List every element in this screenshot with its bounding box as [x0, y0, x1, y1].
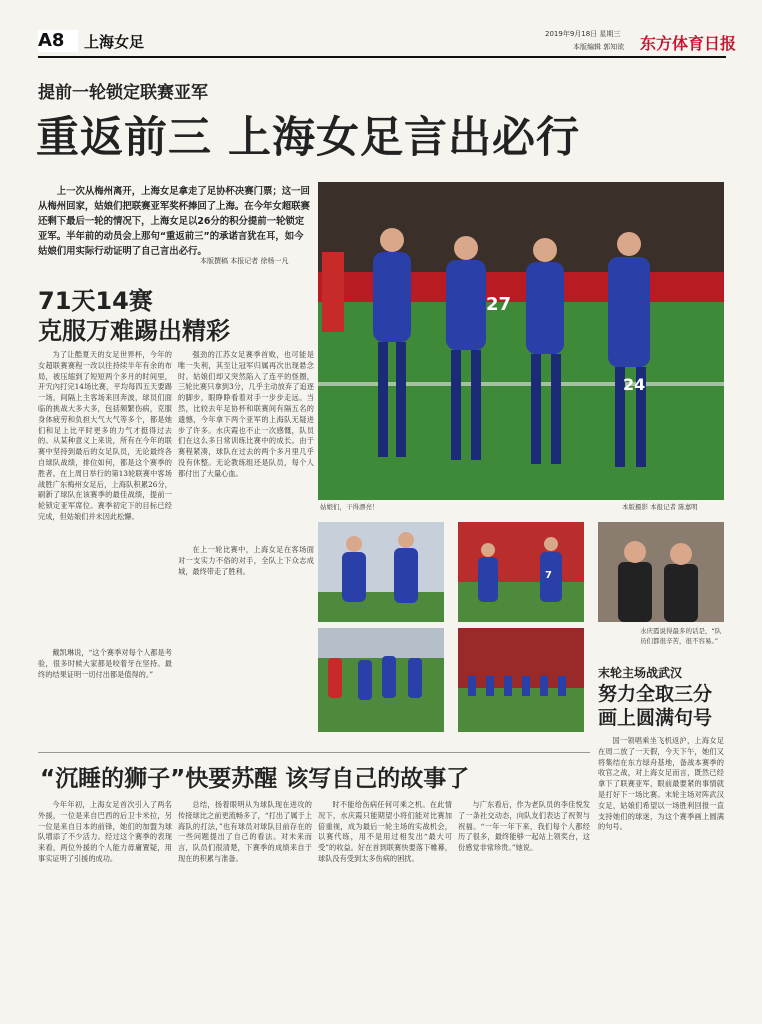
bottom-column-3: 时不能给伤病任何可乘之机。在此情况下，水庆霞只能期望小将们能对比赛加倍重视，成为最后一轮主场的实战机会，以赛代练，用不是用过相发出“最大可受”的收益。好在首到联赛快要落下帷幕，球队没有受到太多伤病的困扰。	[318, 800, 452, 863]
side-title: 努力全取三分 画上圆满句号	[598, 683, 713, 729]
bottom-column-1: 今年年初，上海女足首次引入了两名外援，一位是来自巴西的后卫卡米拉，另一位是来自日本的前锋，她们的加盟为球队增添了不少活力。经过这个赛季的表现来看，两位外援的个人能力毋庸置疑，用事实证明了引援的成功。	[38, 800, 172, 863]
lead-credit: 本版撰稿 本报记者 徐杨一凡	[200, 257, 289, 265]
newspaper-logo: 东方体育日报	[640, 34, 737, 53]
article-headline: 重返前三 上海女足言出必行	[36, 113, 580, 163]
issue-date: 2019年9月18日 星期三	[545, 30, 621, 38]
subhead-71-days: 71天14赛 克服万难踢出精彩	[38, 287, 230, 345]
side-kicker: 末轮主场战武汉	[598, 666, 683, 680]
article-column-1b: 戴凯琳说，“这个赛季对每个人都是考验，很多时候大家都是咬着牙在坚持。最终的结果证明一切付出都是值得的。”	[38, 648, 172, 679]
article-lead: 上一次从梅州离开，上海女足拿走了足协杯决赛门票；这一回从梅州回家，姑娘们把联赛亚军奖杯捧回了上海。在今年女超联赛还剩下最后一轮的情况下，上海女足以26分的积分提前一轮锁定亚军。半年前的动员会上那句“重返前三”的承诺言犹在耳，如今姑娘们用实际行动证明了自己言出必行。	[38, 186, 310, 257]
svg-text:7: 7	[545, 570, 552, 581]
coach-photo-caption: 水庆霞说得最多的话是，“队员们都很辛苦，很不容易。”	[640, 627, 722, 645]
section-title: 上海女足	[84, 33, 145, 51]
header-divider	[38, 56, 726, 58]
bottom-column-2: 总结，扬着眼明从为球队现在进攻的传接球比之前更流畅多了，“打出了属于上海队的打法，”也有球员对球队目前存在的一些问题提出了自己的看法。对未来而言，队员们很清楚，下赛季的成绩来自于现在的积累与准备。	[178, 800, 312, 863]
svg-text:27: 27	[486, 294, 512, 315]
bottom-column-4: 与广东看后，作为老队员的李佳悦发了一条社交动态，向队友们表达了祝贺与祝福。“一年一年下来，我们每个人都经历了很多，最终能够一起站上领奖台，这份感觉非常珍贵。”她说。	[458, 800, 590, 853]
photo-credit: 本版摄影 本报记者 陈嘉明	[622, 503, 698, 511]
photo-player-number-7	[458, 522, 584, 622]
page-editor: 本版编辑 郭知欲	[573, 43, 625, 51]
photo-match-action	[318, 628, 444, 732]
main-photo-caption: 姑娘们，干得漂亮！	[320, 503, 379, 511]
article-kicker: 提前一轮锁定联赛亚军	[38, 83, 208, 103]
photo-stadium	[458, 628, 584, 732]
svg-text:24: 24	[623, 375, 646, 394]
main-photo	[318, 182, 724, 500]
article-column-2b: 在上一轮比赛中，上海女足在客场面对一支实力不俗的对手，全队上下众志成城，最终带走了胜利。	[178, 545, 314, 576]
photo-players-celebrating	[318, 522, 444, 622]
page-badge: A8	[38, 30, 78, 52]
article-column-1: 为了让酷夏天的女足世界杯，今年的女超联赛赛程一改以往持续半年有余的布局，被压缩到了短短两个多月的时间里，开宄內打完14场比赛，平均每四五天要踢一场，间隔上主客场来回奔波，球员们面临的挑战大多大多，包括频繁伤病，克服身体疲劳和负担大气大气等多个，都是她们和足上比平时更多的力气才挺得过去的。从某种意义上来说，所有在今年的联赛中坚持到最后的女足队员，无论最终各自球队战绩，排位如何，都是这个赛季的胜者。在上周日举行的第13轮联赛中客场战胜广东梅州女足后，上海队积累26分，刷新了球队在该赛季的最佳战绩，提前一轮锁定亚军席位。赛季初定下的目标已经完成，但姑娘们并未因此松懈。	[38, 350, 172, 521]
side-body: 国一领唱乘坐飞机返沪，上海女足在周二放了一天假，今天下午，她们又将集结在东方绿舟基地，备战本赛季的收官之战，对上海女足而言，既然已经拿下了联赛亚军，眼前最要紧的事情就是打好下一场比赛。末轮主场对阵武汉女足，姑娘们希望以一场胜利回报一直支持她们的球迷，为这个赛季画上圆满的句号。	[598, 736, 724, 832]
article-column-2: 强劲的江苏女足赛季首败，也可能是唯一失利，其至让冠军归属再次出现悬念时。姑娘们却又突然陷入了连平的怪圈，三轮比赛只拿到3分，几乎主动放弃了追逐的脚步，眼睁睁看着对手一步步走远。当然，比较去年足协杯和联赛间有隔五名的遗憾，今年拿下两个亚军的上海队无疑进步了许多。水庆霞也不止一次感慨，队员们在这么多日常训练比赛中的成长。由于赛程紧凑，球队在过去的两个多月里几乎没有休整。无论教练组还是队员，每个人都付出了大量心血。	[178, 350, 314, 478]
bottom-headline: “沉睡的狮子”快要苏醒 该写自己的故事了	[40, 766, 470, 792]
bottom-divider	[38, 752, 590, 753]
photo-coach	[598, 522, 724, 622]
